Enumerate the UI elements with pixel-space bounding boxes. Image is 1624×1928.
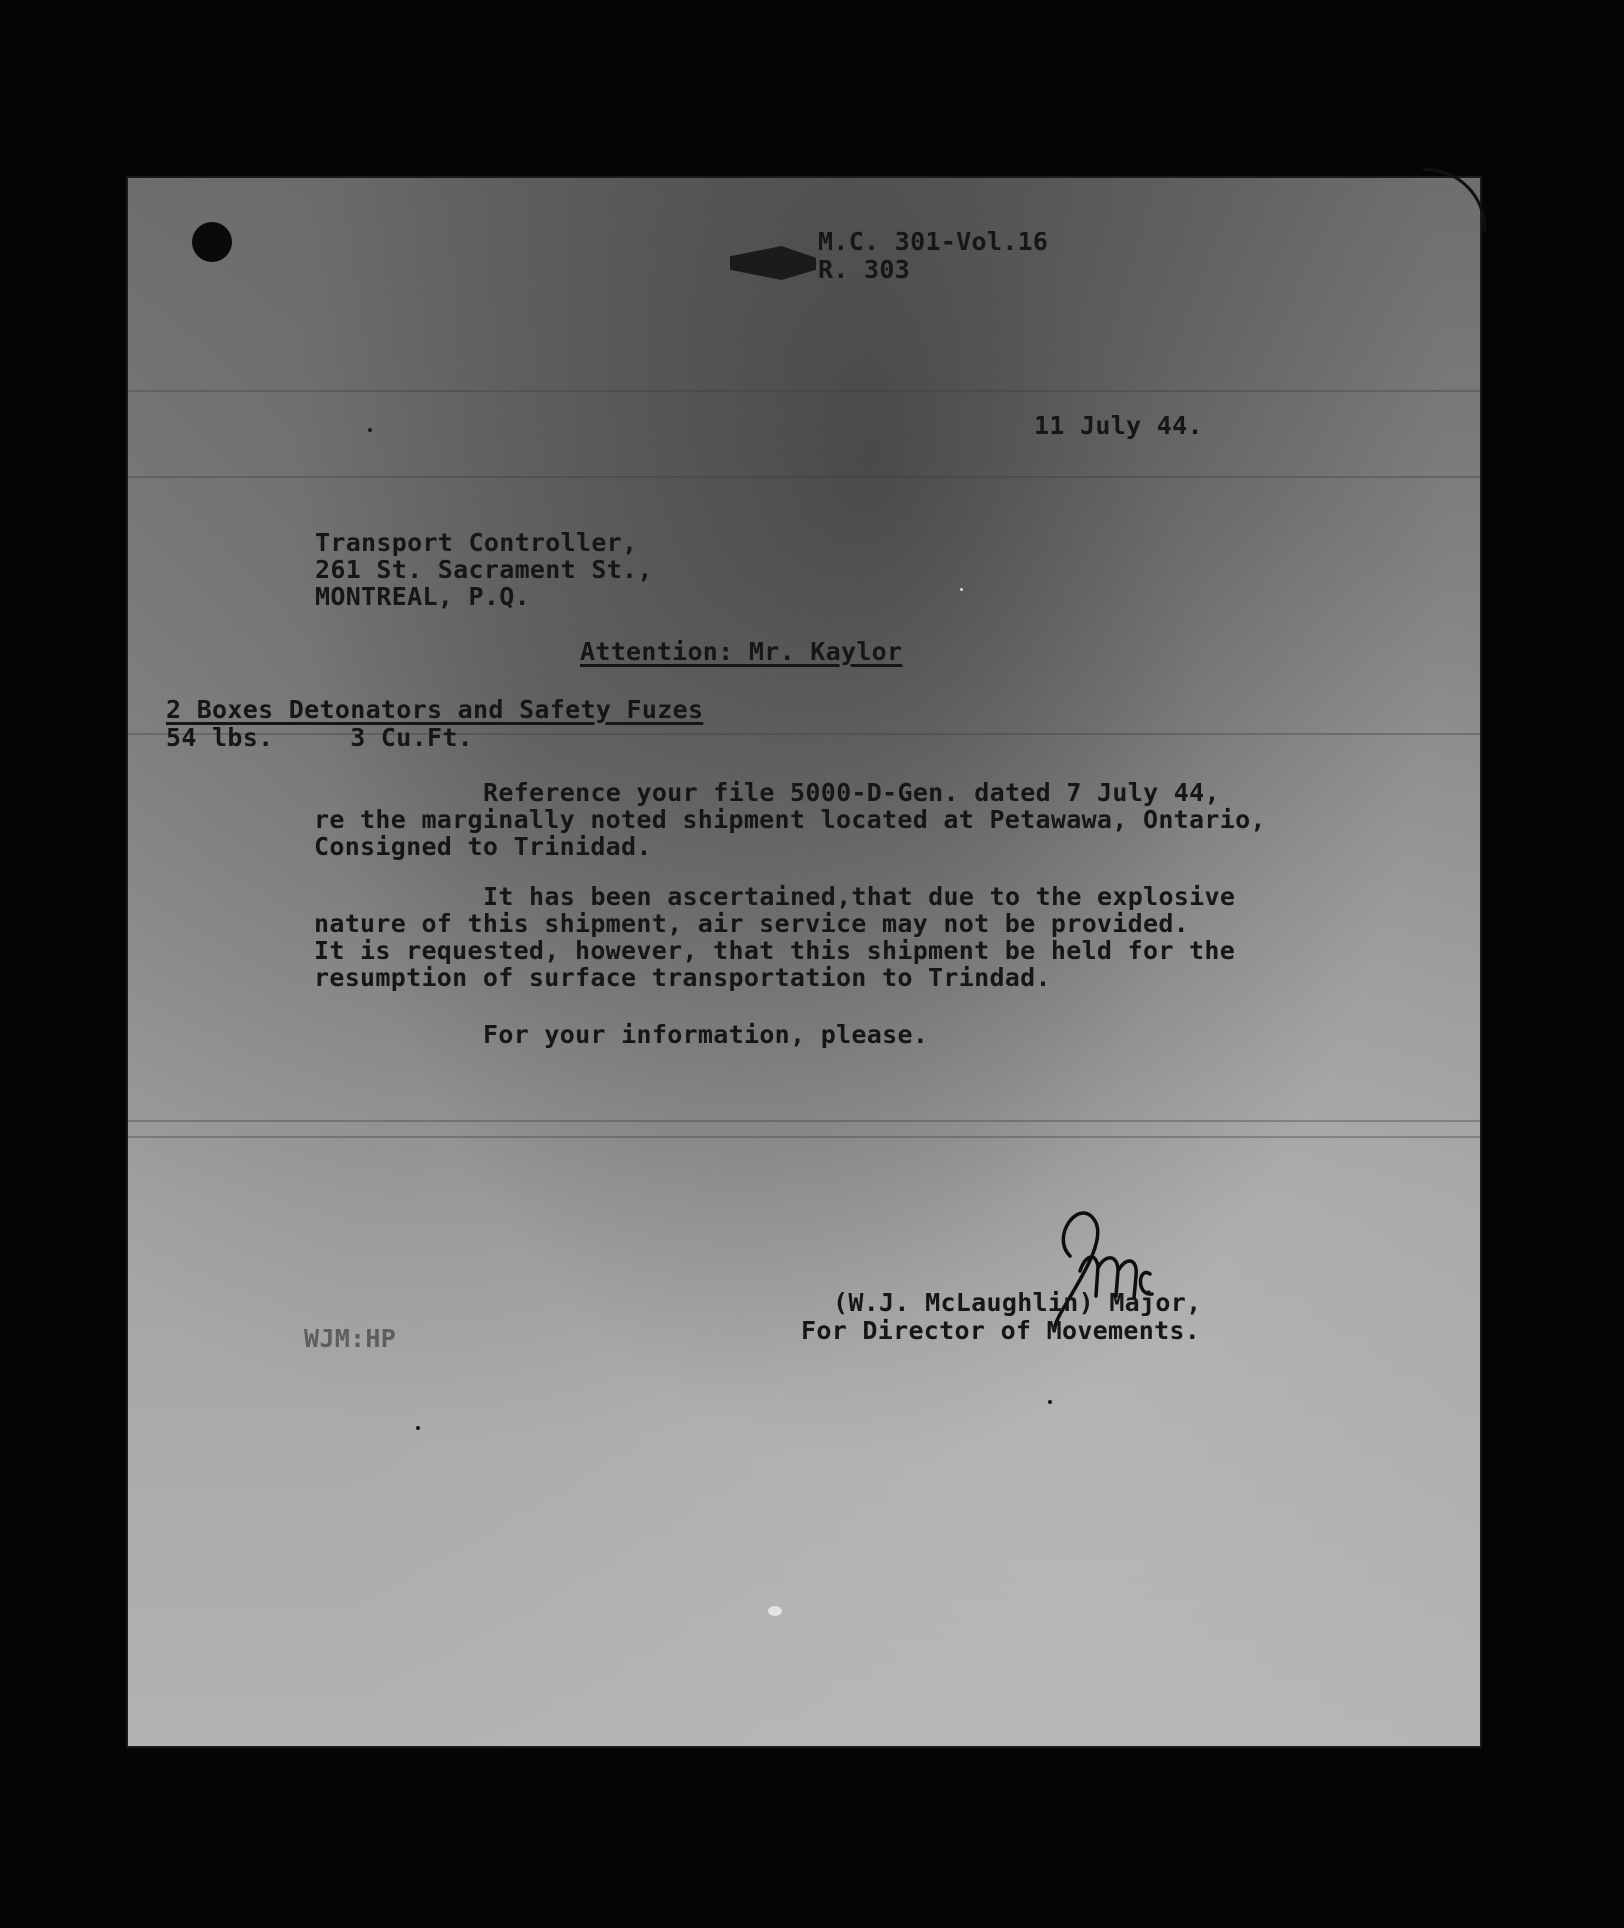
- letter-page: [128, 178, 1480, 1746]
- ruled-line: [128, 476, 1480, 478]
- ruled-line: [128, 1136, 1480, 1138]
- page-corner-curl: [1423, 168, 1486, 231]
- body-para1-line2: re the marginally noted shipment located at Petawawa, Ontario,: [314, 805, 1266, 834]
- punch-hole: [192, 222, 232, 262]
- body-para2-line4: resumption of surface transportation to Trindad.: [314, 963, 1051, 992]
- ruled-line: [128, 1120, 1480, 1122]
- recipient-line1: Transport Controller,: [315, 528, 638, 557]
- paper-speck: [1048, 1400, 1052, 1404]
- ink-smudge: [730, 246, 816, 280]
- paper-blemish: [768, 1606, 782, 1616]
- signature-title-line: For Director of Movements.: [801, 1316, 1201, 1345]
- file-reference-line2: R. 303: [818, 255, 911, 284]
- paper-speck: [416, 1426, 420, 1430]
- body-para2-line1: It has been ascertained,that due to the explosive: [483, 882, 1236, 911]
- paper-speck: [368, 428, 372, 432]
- signature-name-line: (W.J. McLaughlin) Major,: [833, 1288, 1202, 1317]
- recipient-line3: MONTREAL, P.Q.: [315, 582, 530, 611]
- typist-initials: WJM:HP: [304, 1324, 397, 1353]
- attention-line: Attention: Mr. Kaylor: [580, 637, 903, 666]
- paper-speck: [960, 588, 963, 591]
- recipient-line2: 261 St. Sacrament St.,: [315, 555, 653, 584]
- body-para2-line2: nature of this shipment, air service may not be provided.: [314, 909, 1190, 938]
- file-reference-line1: M.C. 301-Vol.16: [818, 227, 1049, 256]
- marginal-note-line1: 2 Boxes Detonators and Safety Fuzes: [166, 695, 704, 724]
- body-para2-line3: It is requested, however, that this shipment be held for the: [314, 936, 1236, 965]
- closing-line: For your information, please.: [483, 1020, 929, 1049]
- body-para1-line3: Consigned to Trinidad.: [314, 832, 652, 861]
- ruled-line: [128, 390, 1480, 392]
- body-para1-line1: Reference your file 5000-D-Gen. dated 7 July 44,: [483, 778, 1220, 807]
- marginal-note-line2: 54 lbs. 3 Cu.Ft.: [166, 723, 474, 752]
- letter-date: 11 July 44.: [1034, 411, 1203, 440]
